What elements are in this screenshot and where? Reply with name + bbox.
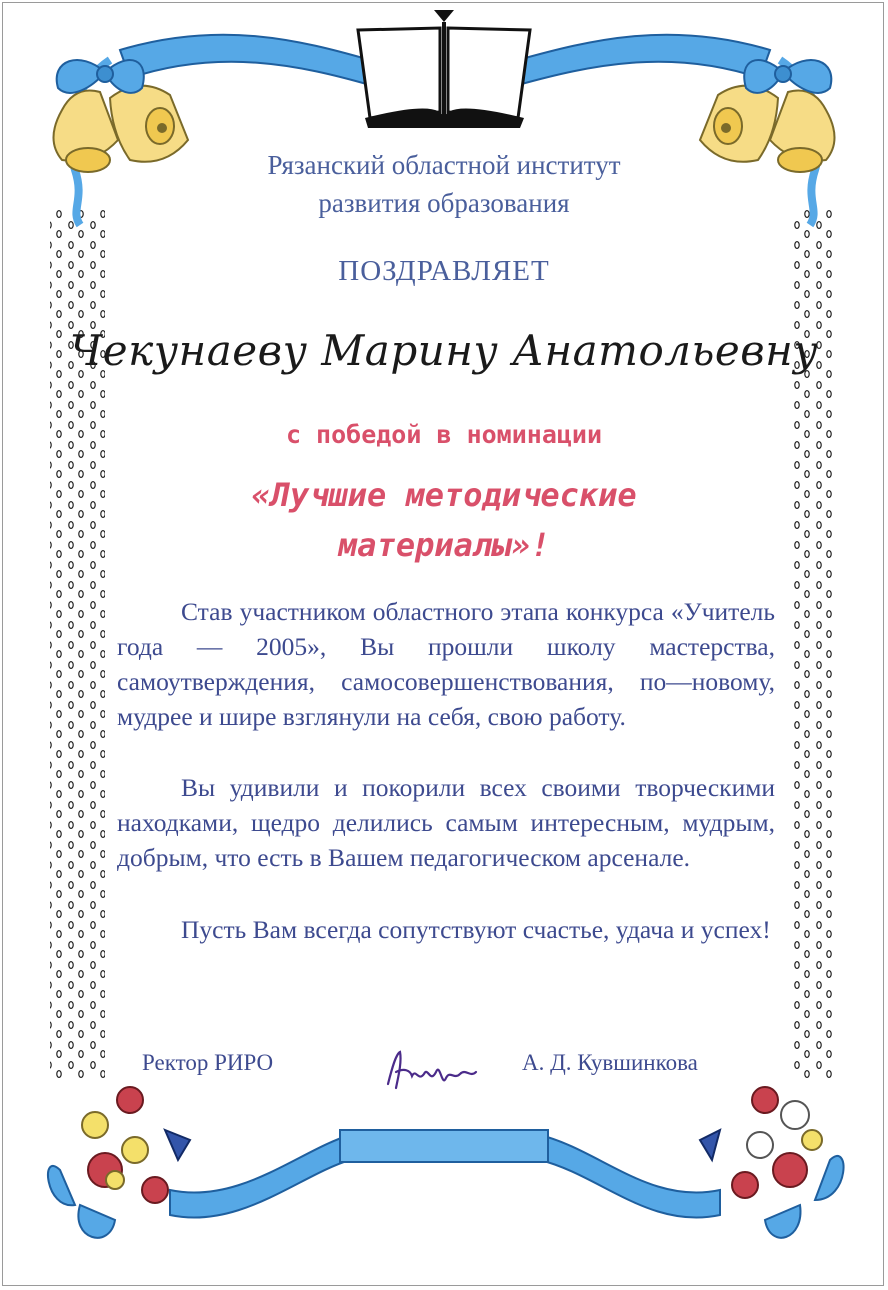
victory-line: с победой в номинации xyxy=(285,420,603,449)
bottom-ribbon-icon xyxy=(170,1130,720,1218)
signer-position: Ректор РИРО xyxy=(142,1050,274,1075)
institution-name xyxy=(0,146,888,222)
right-flower-bouquet-icon xyxy=(700,1087,844,1238)
signature-line xyxy=(0,1048,888,1098)
left-flower-bouquet-icon xyxy=(48,1087,190,1238)
book-icon xyxy=(358,10,530,128)
congrats-heading: ПОЗДРАВЛЯЕТ xyxy=(338,255,550,287)
nomination-title: «Лучшие методические материалы»! xyxy=(251,476,637,564)
paragraph-2: Вы удивили и покорили всех своими творческими находками, щедро делились самым интересным, мудрым, добрым, что есть в Вашем педагогическом арсенале. xyxy=(117,773,775,872)
institution-line-2: развития образования xyxy=(318,188,570,218)
signer-name: А. Д. Кувшинкова xyxy=(522,1050,698,1075)
paragraph-3: Пусть Вам всегда сопутствуют счастье, удача и успех! xyxy=(181,915,771,944)
recipient-name: Чекунаеву Марину Анатольевну xyxy=(69,326,819,375)
handwritten-signature-icon xyxy=(382,1048,482,1094)
institution-line-1: Рязанский областной институт xyxy=(267,150,621,180)
paragraph-1: Став участником областного этапа конкурса «Учитель года — 2005», Вы прошли школу мастерства, самоутверждения, самосовершенствования, по—новому, мудрее и шире взглянули на себя, свою работу. xyxy=(117,597,775,731)
